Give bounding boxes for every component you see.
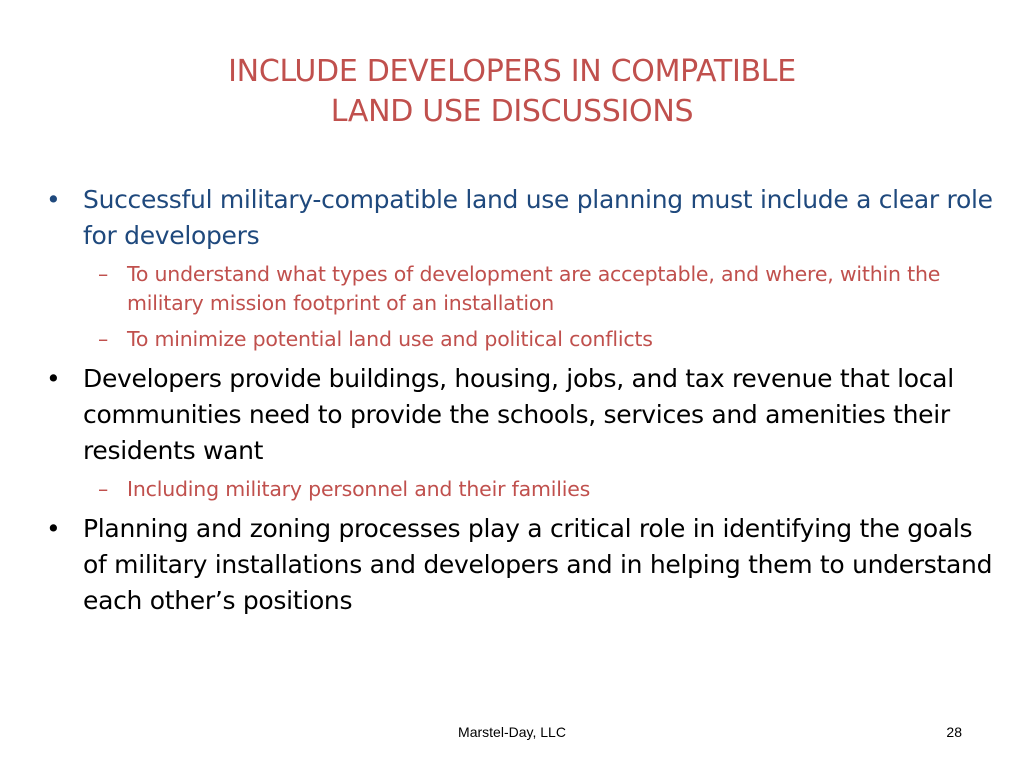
sub-bullet-text: Including military personnel and their families — [127, 477, 591, 501]
sub-bullet-text: To minimize potential land use and political conflicts — [127, 327, 653, 351]
sub-bullet-item-1-1 — [46, 260, 996, 318]
sub-bullet-marker: – — [98, 327, 109, 351]
footer-company: Marstel-Day, LLC — [458, 724, 566, 740]
bullet-marker: • — [46, 364, 61, 393]
bullet-text: Successful military-compatible land use planning must include a clear role for developers — [83, 185, 993, 250]
bullet-item-3 — [46, 511, 996, 619]
sub-bullet-marker: – — [98, 262, 109, 286]
bullet-item-2 — [46, 361, 996, 469]
slide-title — [0, 52, 1024, 132]
sub-bullet-marker: – — [98, 477, 109, 501]
title-line-2: LAND USE DISCUSSIONS — [330, 94, 694, 129]
sub-bullet-item-2-1 — [46, 475, 996, 504]
sub-bullet-item-1-2 — [46, 325, 996, 354]
bullet-text: Developers provide buildings, housing, jobs, and tax revenue that local communities need to provide the schools, services and amenities their residents want — [83, 364, 954, 465]
bullet-marker: • — [46, 514, 61, 543]
bullet-item-1 — [46, 182, 996, 254]
bullet-marker: • — [46, 185, 61, 214]
title-line-1: INCLUDE DEVELOPERS IN COMPATIBLE — [228, 54, 796, 89]
bullet-list — [46, 182, 996, 625]
page-number: 28 — [946, 724, 962, 740]
bullet-text: Planning and zoning processes play a critical role in identifying the goals of military installations and developers and in helping them to understand each other’s positions — [83, 514, 993, 615]
sub-bullet-text: To understand what types of development are acceptable, and where, within the military mission footprint of an installation — [127, 262, 941, 315]
